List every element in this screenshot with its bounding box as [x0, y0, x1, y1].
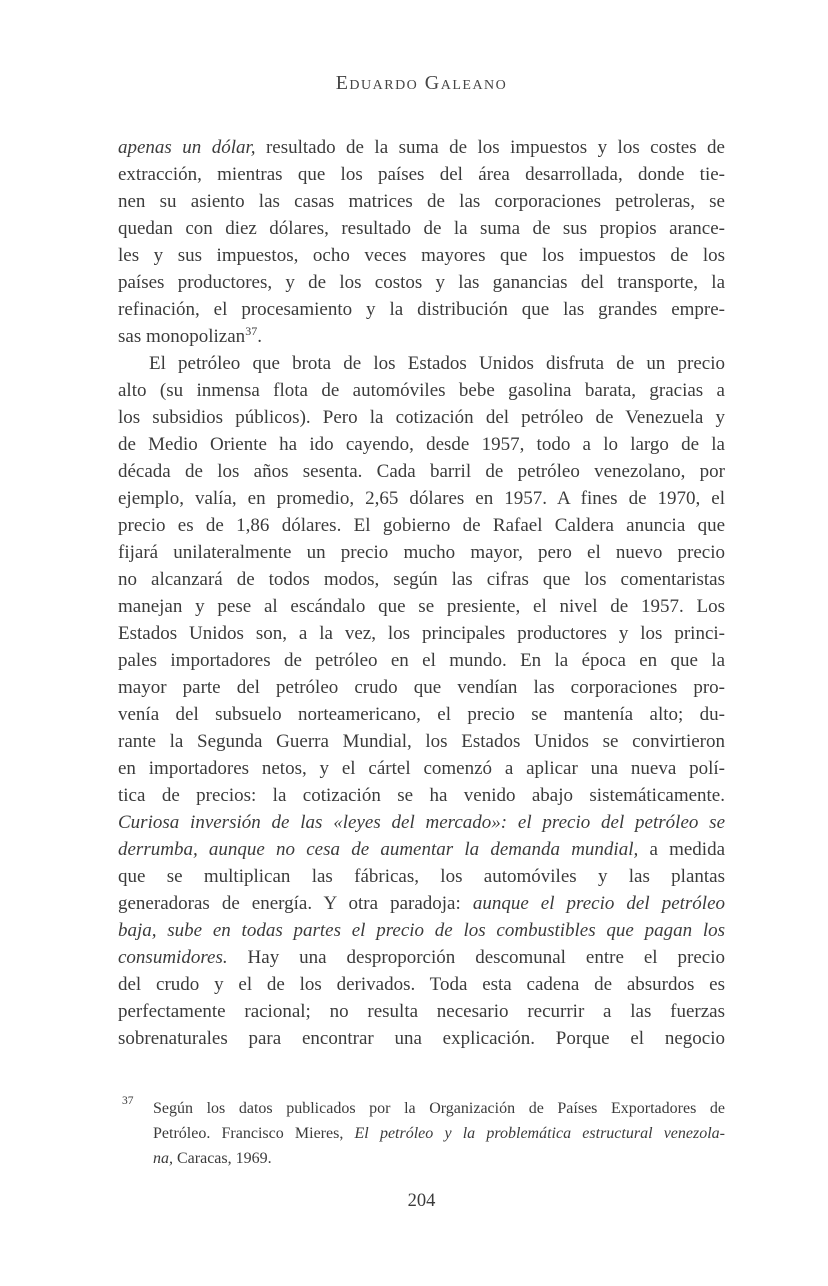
text-line: apenas un dólar, resultado de la suma de los impuestos y los costes de — [118, 137, 725, 158]
body-text — [118, 134, 725, 1052]
text-line: ejemplo, valía, en promedio, 2,65 dólares en 1957. A fines de 1970, el — [118, 488, 725, 509]
text-line: sobrenaturales para encontrar una explicación. Porque el negocio — [118, 1028, 725, 1049]
text-line: precio es de 1,86 dólares. El gobierno de Rafael Caldera anuncia que — [118, 515, 725, 536]
text-line: no alcanzará de todos modos, según las cifras que los comentaristas — [118, 569, 725, 590]
text-line: venía del subsuelo norteamericano, el precio se mantenía alto; du- — [118, 704, 725, 725]
text-line: los subsidios públicos). Pero la cotización del petróleo de Venezuela y — [118, 407, 725, 428]
text-line: perfectamente racional; no resulta necesario recurrir a las fuerzas — [118, 1001, 725, 1022]
text-line: década de los años sesenta. Cada barril de petróleo venezolano, por — [118, 461, 725, 482]
text-line: mayor parte del petróleo crudo que vendían las corporaciones pro- — [118, 677, 725, 698]
text-line: refinación, el procesamiento y la distribución que las grandes empre- — [118, 299, 725, 320]
text-line: fijará unilateralmente un precio mucho mayor, pero el nuevo precio — [118, 542, 725, 563]
text-line: quedan con diez dólares, resultado de la suma de sus propios arance- — [118, 218, 725, 239]
footnote-ref-superscript: 37 — [245, 324, 258, 338]
footnote-number: 37 — [122, 1095, 134, 1107]
text-line: Curiosa inversión de las «leyes del mercado»: el precio del petróleo se — [118, 812, 725, 833]
text-line: alto (su inmensa flota de automóviles bebe gasolina barata, gracias a — [118, 380, 725, 401]
text-line: baja, sube en todas partes el precio de los combustibles que pagan los — [118, 920, 725, 941]
text-line: consumidores. Hay una desproporción descomunal entre el precio — [118, 947, 725, 968]
running-header: Eduardo Galeano — [335, 72, 508, 94]
text-line: tica de precios: la cotización se ha venido abajo sistemáticamente. — [118, 785, 725, 806]
text-line: manejan y pese al escándalo que se presiente, el nivel de 1957. Los — [118, 596, 725, 617]
footnote — [120, 1096, 725, 1171]
page-number: 204 — [407, 1191, 436, 1211]
text-line: en importadores netos, y el cártel comenzó a aplicar una nueva polí- — [118, 758, 725, 779]
text-line: El petróleo que brota de los Estados Unidos disfruta de un precio — [149, 353, 725, 374]
text-line: nen su asiento las casas matrices de las corporaciones petroleras, se — [118, 191, 725, 212]
text-line: sas monopolizan$^{37}$. — [118, 324, 262, 347]
text-line: extracción, mientras que los países del área desarrollada, donde tie- — [118, 164, 725, 185]
text-line: Estados Unidos son, a la vez, los principales productores y los princi- — [118, 623, 725, 644]
footnote-line: Según los datos publicados por la Organización de Países Exportadores de — [153, 1100, 725, 1117]
text-line: les y sus impuestos, ocho veces mayores que los impuestos de los — [118, 245, 725, 266]
footnote-text — [153, 1096, 725, 1171]
text-line: rante la Segunda Guerra Mundial, los Estados Unidos se convirtieron — [118, 731, 725, 752]
text-line: pales importadores de petróleo en el mundo. En la época en que la — [118, 650, 725, 671]
text-line: generadoras de energía. Y otra paradoja: aunque el precio del petróleo — [118, 893, 726, 914]
text-line: países productores, y de los costos y las ganancias del transporte, la — [118, 272, 725, 293]
text-line: que se multiplican las fábricas, los automóviles y las plantas — [118, 866, 725, 887]
footnote-line: Petróleo. Francisco Mieres, El petróleo y la problemática estructural venezola- — [153, 1125, 726, 1142]
text-line: derrumba, aunque no cesa de aumentar la demanda mundial, a medida — [118, 839, 725, 860]
text-line: del crudo y el de los derivados. Toda esta cadena de absurdos es — [118, 974, 725, 995]
text-line: de Medio Oriente ha ido cayendo, desde 1957, todo a lo largo de la — [118, 434, 725, 455]
footnote-line: na, Caracas, 1969. — [153, 1150, 272, 1167]
